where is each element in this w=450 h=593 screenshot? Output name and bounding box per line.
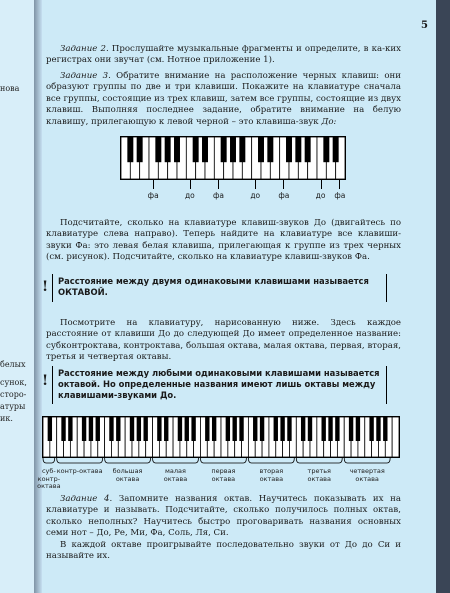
key-label: до [185, 191, 195, 200]
black-key [137, 417, 141, 441]
black-key [258, 137, 264, 162]
left-fragment: сторо- [0, 390, 27, 399]
page-number: 5 [421, 20, 428, 31]
black-key [295, 137, 301, 162]
white-key [392, 417, 399, 457]
black-key [323, 137, 329, 162]
left-fragment: сунок, [0, 378, 27, 387]
black-key [109, 417, 113, 441]
black-key [301, 417, 305, 441]
black-key [68, 417, 72, 441]
black-key [221, 137, 227, 162]
black-key [130, 417, 134, 441]
octave-bracket [200, 458, 246, 463]
exclamation-icon: ! [42, 373, 49, 389]
octave-bracket [57, 458, 103, 463]
octave-bracket [43, 458, 55, 463]
left-fragment: белых [0, 360, 26, 369]
black-key [308, 417, 312, 441]
left-fragment: нова [0, 84, 20, 93]
black-key [230, 137, 236, 162]
black-key [48, 417, 52, 441]
black-key [280, 417, 284, 441]
keyboard-svg [43, 417, 399, 457]
key-pointer-line [321, 179, 322, 189]
key-label: фа [147, 191, 159, 200]
black-key [127, 137, 133, 162]
black-key [376, 417, 380, 441]
octave-label: контр-октава [56, 467, 103, 475]
key-pointer-line [283, 179, 284, 189]
octave-label: малая октава [163, 467, 188, 483]
key-pointer-line [218, 179, 219, 189]
black-key [178, 417, 182, 441]
task-text: Прослушайте музыкальные фрагменты и определите, в ка-ких регистрах они звучат (см. Нотное приложение 1). [46, 44, 401, 66]
note-rule [52, 366, 53, 404]
task-label: Задание 3. [60, 71, 111, 81]
black-key [165, 137, 171, 162]
black-key [155, 137, 161, 162]
keyboard-diagram-small [120, 136, 346, 180]
black-key [164, 417, 168, 441]
black-key [191, 417, 195, 441]
note-name: До: [321, 116, 337, 127]
black-key [274, 417, 278, 441]
key-pointer-line [255, 179, 256, 189]
key-pointer-line [190, 179, 191, 189]
note-rule [52, 274, 53, 302]
page-gutter [34, 0, 42, 593]
task-text: Обратите внимание на расположение черных клавиш: они образуют группы по две и три клавиши. Покажите на клавиатуре сначала все группы, состоящие из трех клавиш, затем все группы, состоящие из двух клавиш. Выполняя последнее задание, обратите внимание на белую клавишу, прилегающую к левой черной – это клавиша-звук [46, 71, 401, 127]
black-key [89, 417, 93, 441]
task-label: Задание 4. [60, 494, 113, 504]
task-label: Задание 2. [60, 44, 109, 54]
black-key [185, 417, 189, 441]
octave-definition-note: Расстояние между двумя одинаковыми клавишами называется ОКТАВОЙ. [58, 276, 369, 298]
black-key [193, 137, 199, 162]
black-key [267, 137, 273, 162]
black-key [305, 137, 311, 162]
black-key [349, 417, 353, 441]
black-key [286, 137, 292, 162]
octave-label: четвертая октава [349, 467, 385, 483]
black-key [287, 417, 291, 441]
octave-rule-note: Расстояние между любыми одинаковыми клавишами называется октавой. Но определенные названия имеют лишь октавы между клавишами-звуками До. [58, 368, 380, 401]
task-3-paragraph [46, 71, 401, 128]
key-label: фа [213, 191, 225, 200]
black-key [96, 417, 100, 441]
black-key [205, 417, 209, 441]
black-key [356, 417, 360, 441]
key-label: фа [334, 191, 346, 200]
black-key [260, 417, 264, 441]
black-key [239, 417, 243, 441]
black-key [253, 417, 257, 441]
black-key [61, 417, 65, 441]
task-4-paragraph [46, 494, 401, 540]
key-label: до [315, 191, 326, 200]
black-key [157, 417, 161, 441]
key-label: до [250, 191, 261, 200]
note-rule [386, 366, 387, 404]
black-key [369, 417, 373, 441]
count-paragraph: Подсчитайте, сколько на клавиатуре клавиш-звуков До (двигайтесь по клавиатуре слева направо). Теперь найдите на клавиатуре все клавиши-звуки Фа: это левая белая клавиша, прилегающая к группе из трех черных (см. рисунок). Подсчитайте, сколько на клавиатуре клавиш-звуков Фа. [46, 218, 401, 263]
key-pointer-line [339, 179, 340, 189]
black-key [322, 417, 326, 441]
black-key [174, 137, 180, 162]
black-key [226, 417, 230, 441]
black-key [239, 137, 245, 162]
exclamation-icon: ! [42, 279, 49, 295]
octave-bracket [105, 458, 151, 463]
note-rule [386, 274, 387, 302]
practice-paragraph: В каждой октаве проигрывайте последовательно звуки от До до Си и называйте их. [46, 540, 401, 562]
black-key [383, 417, 387, 441]
octave-bracket [296, 458, 342, 463]
octave-label: первая октава [211, 467, 236, 483]
key-label: фа [278, 191, 290, 200]
black-key [335, 417, 339, 441]
octave-label: большая октава [112, 467, 143, 483]
task-text: Запомните названия октав. Научитесь показывать их на клавиатуре и называть. Подсчитайте, сколько получилось полных октав, сколько неполных? Научитесь быстро проговаривать названия основных семи нот – До, Ре, Ми, Фа, Соль, Ля, Си. [46, 494, 401, 539]
octave-names-paragraph: Посмотрите на клавиатуру, нарисованную ниже. Здесь каждое расстояние от клавиши До до следующей До имеет определенное название: субконтроктава, контроктава, большая октава, малая октава, первая, вторая, третья и четвертая октавы. [46, 318, 401, 363]
task-2-paragraph [46, 44, 401, 67]
black-key [328, 417, 332, 441]
left-fragment: атуры [0, 402, 26, 411]
black-key [82, 417, 86, 441]
octave-label: суб-контр-октава [37, 467, 61, 490]
black-key [233, 417, 237, 441]
octave-bracket [248, 458, 294, 463]
black-key [202, 137, 208, 162]
octave-label: третья октава [307, 467, 331, 483]
octave-label: вторая октава [259, 467, 284, 483]
page-content [37, 0, 434, 593]
black-key [144, 417, 148, 441]
black-key [333, 137, 339, 162]
previous-page-edge [0, 0, 35, 593]
octave-bracket [344, 458, 390, 463]
left-fragment: ик. [0, 414, 13, 423]
octave-bracket [153, 458, 199, 463]
black-key [116, 417, 120, 441]
book-binding-edge [436, 0, 450, 593]
keyboard-diagram-full [42, 416, 400, 458]
black-key [212, 417, 216, 441]
black-key [137, 137, 143, 162]
keyboard-svg [121, 137, 345, 179]
key-pointer-line [153, 179, 154, 189]
